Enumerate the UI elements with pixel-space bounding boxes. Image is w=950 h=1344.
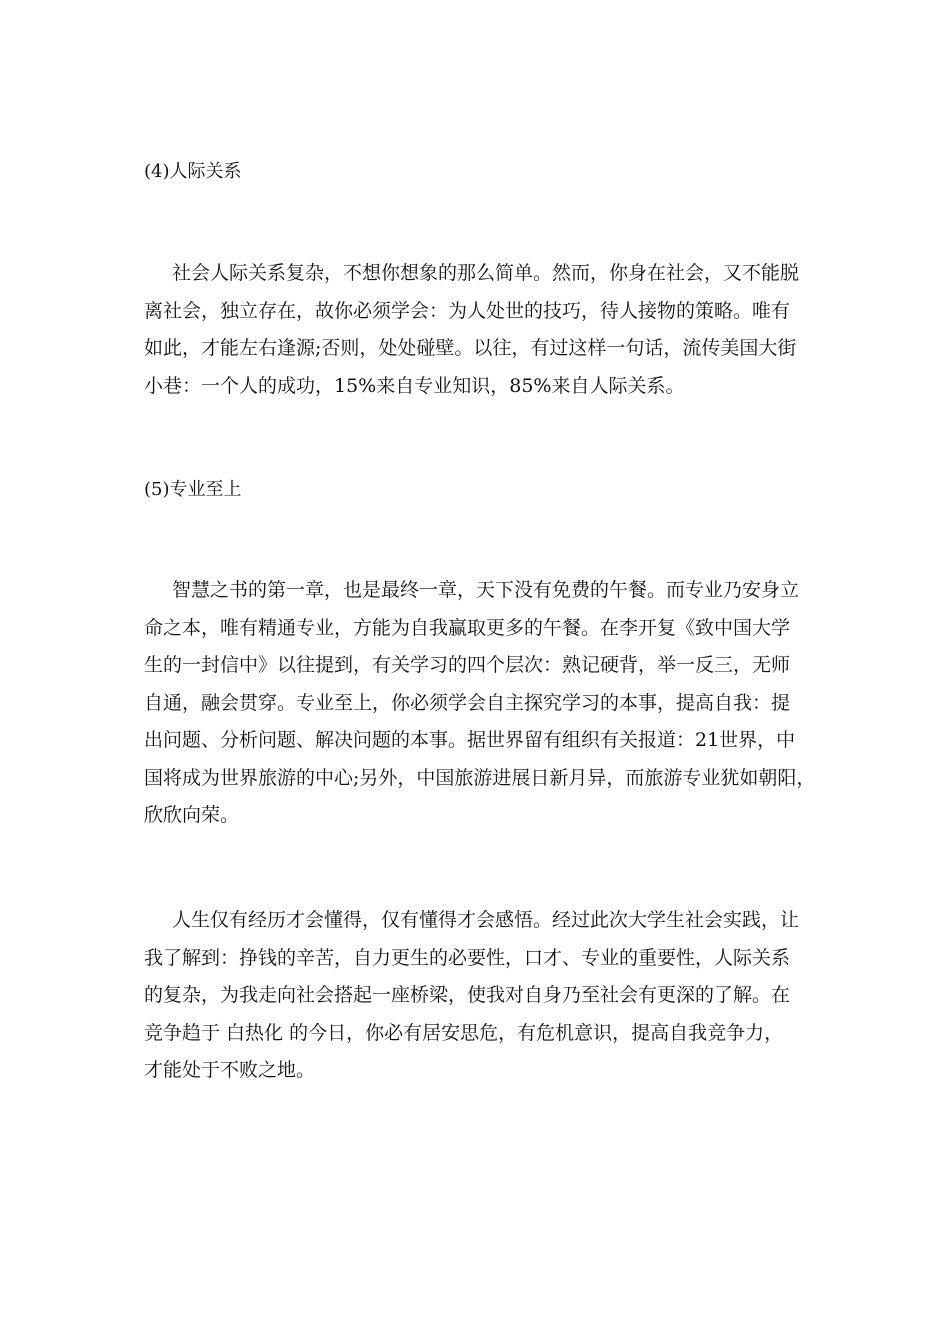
paragraph-line: 离社会，独立存在，故你必须学会：为人处世的技巧，待人接物的策略。唯有: [144, 299, 791, 322]
section-heading-5: (5)专业至上: [144, 479, 242, 500]
paragraph-line: 欣欣向荣。: [144, 804, 240, 826]
paragraph-line: 竞争趋于 白热化 的今日，你必有居安思危，有危机意识，提高自我竞争力，: [144, 1021, 784, 1044]
paragraph-line: 命之本，唯有精通专业，方能为自我赢取更多的午餐。在李开复《致中国大学: [144, 616, 791, 639]
paragraph-line: 出问题、分析问题、解决问题的本事。据世界留有组织有关报道：21世界，中: [144, 729, 796, 751]
paragraph-line: 才能处于不败之地。: [144, 1059, 316, 1081]
paragraph-line: 的复杂，为我走向社会搭起一座桥梁，使我对自身乃至社会有更深的了解。在: [144, 984, 791, 1006]
paragraph-interpersonal-relations: [144, 255, 824, 405]
paragraph-line: 自通，融会贯穿。专业至上，你必须学会自主探究学习的本事，提高自我：提: [144, 691, 791, 714]
paragraph-line: 智慧之书的第一章，也是最终一章，天下没有免费的午餐。而专业乃安身立: [172, 579, 800, 601]
paragraph-line: 国将成为世界旅游的中心;另外，中国旅游进展日新月异，而旅游专业犹如朝阳，: [144, 766, 816, 789]
paragraph-line: 人生仅有经历才会懂得，仅有懂得才会感悟。经过此次大学生社会实践，让: [172, 909, 800, 931]
paragraph-line: 我了解到：挣钱的辛苦，自力更生的必要性，口才、专业的重要性，人际关系: [144, 946, 791, 969]
paragraph-line: 小巷：一个人的成功，15%来自专业知识，85%来自人际关系。: [144, 374, 685, 397]
paragraph-major-first: [144, 572, 824, 835]
paragraph-summary: [144, 902, 824, 1090]
paragraph-line: 如此，才能左右逢源;否则，处处碰壁。以往，有过这样一句话，流传美国大街: [144, 337, 797, 359]
paragraph-line: 生的一封信中》以往提到，有关学习的四个层次：熟记硬背，举一反三，无师: [144, 654, 791, 676]
section-heading-4: (4)人际关系: [144, 161, 242, 182]
paragraph-line: 社会人际关系复杂，不想你想象的那么简单。然而，你身在社会，又不能脱: [172, 262, 800, 284]
